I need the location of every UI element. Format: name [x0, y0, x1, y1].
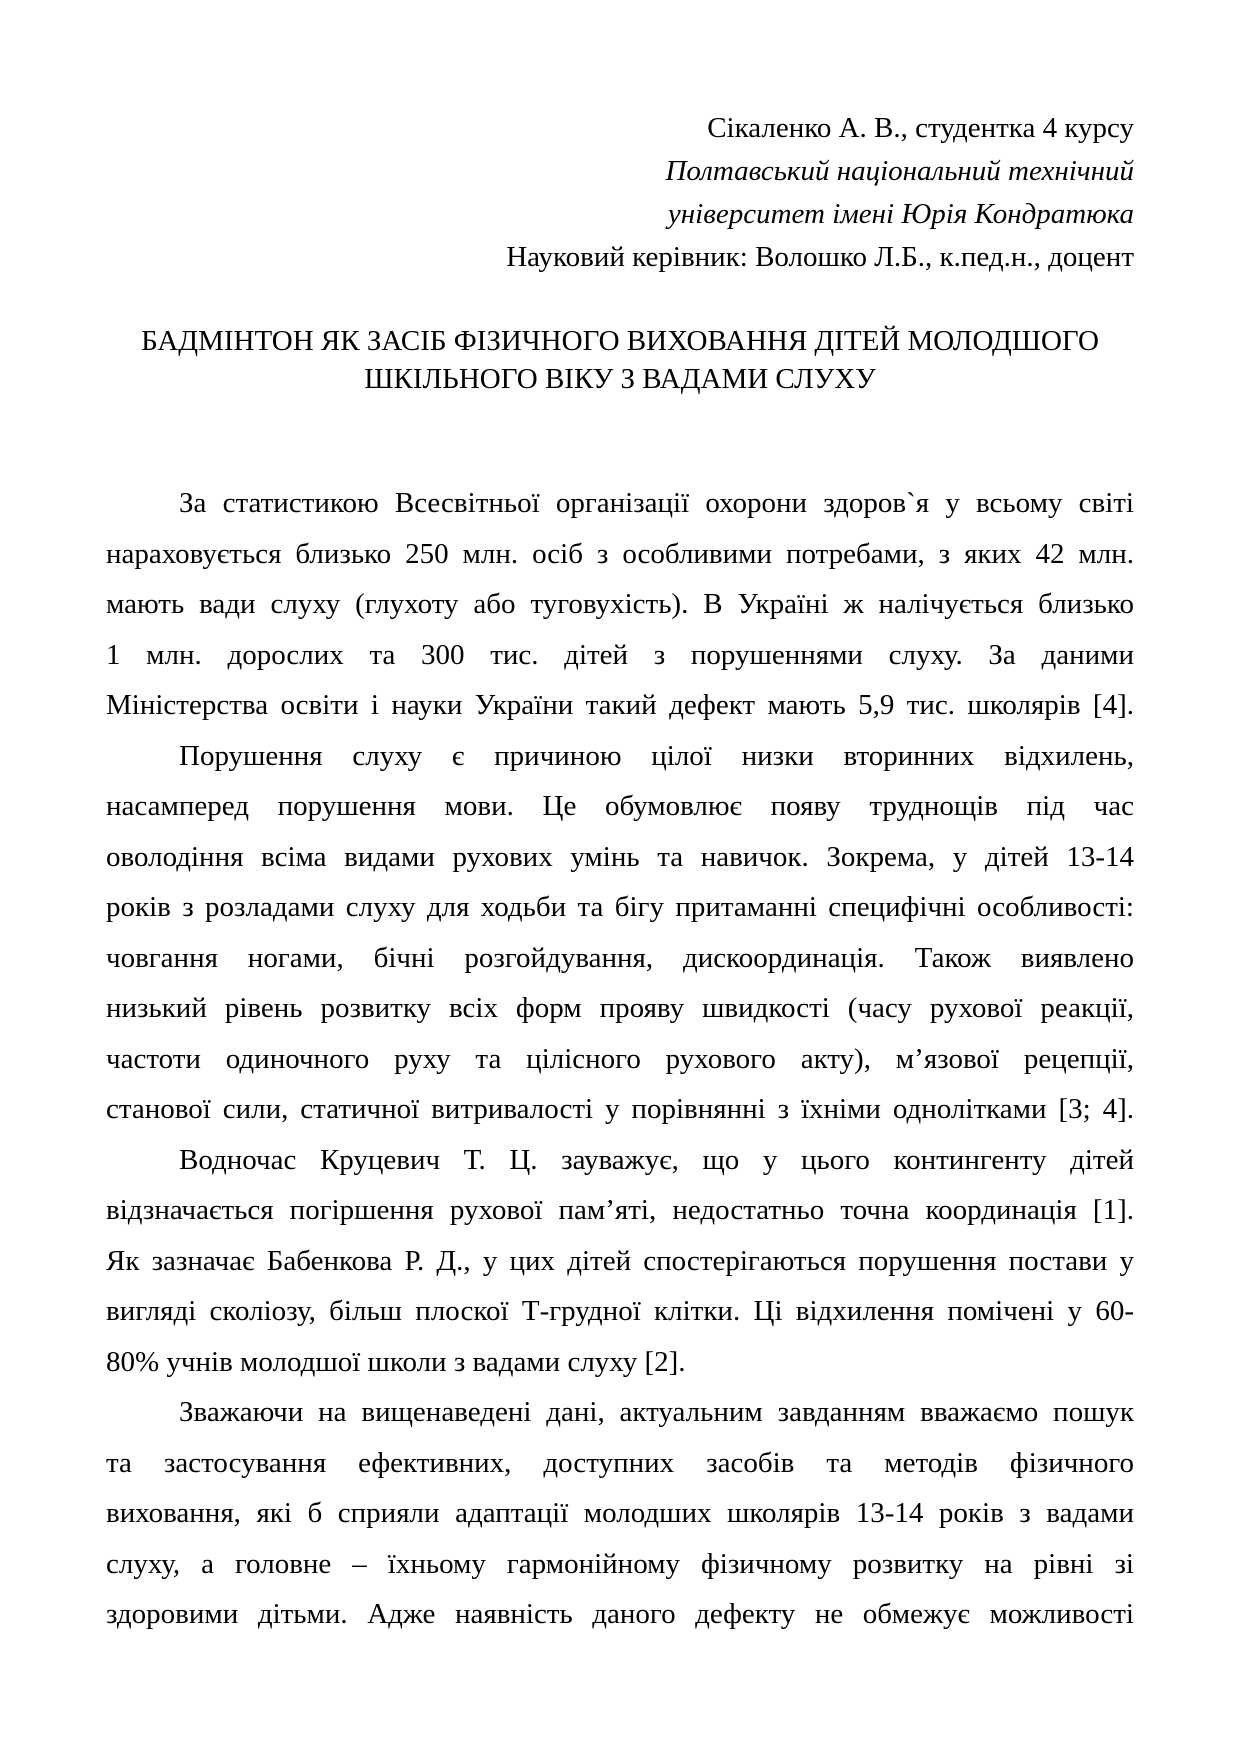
- body-line: років з розладами слуху для ходьби та бігу притаманні специфічні особливості:: [106, 891, 1134, 923]
- paper-title-line-1: БАДМІНТОН ЯК ЗАСІБ ФІЗИЧНОГО ВИХОВАННЯ ДІТЕЙ МОЛОДШОГО: [141, 325, 1099, 357]
- body-line: відзначається погіршення рухової пам’яті, недостатньо точна координація [1].: [106, 1194, 1134, 1226]
- affiliation-line-2: університет імені Юрія Кондратюка: [667, 198, 1134, 230]
- article-body: [106, 478, 1134, 1640]
- paragraph-4: [106, 1387, 1134, 1640]
- body-line: Міністерства освіти і науки України такий дефект мають 5,9 тис. школярів [4].: [106, 689, 1134, 721]
- paper-title: [106, 322, 1134, 398]
- paragraph-2: [106, 731, 1134, 1135]
- body-line: насамперед порушення мови. Це обумовлює появу труднощів під час: [106, 790, 1134, 822]
- body-line: Порушення слуху є причиною цілої низки вторинних відхилень,: [179, 739, 1134, 772]
- body-line: Зважаючи на вищенаведені дані, актуальним завданням вважаємо пошук: [179, 1396, 1134, 1428]
- body-line: частоти одиночного руху та цілісного рухового акту), м’язової рецепції,: [106, 1042, 1134, 1075]
- supervisor-line: Науковий керівник: Волошко Л.Б., к.пед.н., доцент: [506, 241, 1134, 273]
- author-block: [106, 0, 1134, 279]
- body-line: 80% учнів молодшої школи з вадами слуху [2].: [106, 1345, 686, 1378]
- body-line: нараховується близько 250 млн. осіб з особливими потребами, з яких 42 млн.: [106, 537, 1134, 570]
- body-line: оволодіння всіма видами рухових умінь та навичок. Зокрема, у дітей 13-14: [106, 840, 1134, 873]
- body-line: станової сили, статичної витривалості у порівнянні з їхніми однолітками [3; 4].: [106, 1093, 1134, 1125]
- body-line: човгання ногами, бічні розгойдування, дискоординація. Також виявлено: [106, 941, 1134, 974]
- body-line: Водночас Круцевич Т. Ц. зауважує, що у цього контингенту дітей: [179, 1143, 1134, 1176]
- body-line: За статистикою Всесвітньої організації охорони здоров`я у всьому світі: [179, 487, 1134, 519]
- paragraph-1: [106, 478, 1134, 731]
- body-line: Як зазначає Бабенкова Р. Д., у цих дітей спостерігаються порушення постави у: [106, 1244, 1134, 1277]
- author-line: Сікаленко А. В., студентка 4 курсу: [707, 112, 1134, 144]
- paper-title-line-2: ШКІЛЬНОГО ВІКУ З ВАДАМИ СЛУХУ: [364, 363, 876, 395]
- body-line: слуху, а головне – їхньому гармонійному фізичному розвитку на рівні зі: [106, 1547, 1134, 1580]
- body-line: вигляді сколіозу, більш плоскої Т-грудної клітки. Ці відхилення помічені у 60-: [106, 1295, 1134, 1327]
- affiliation-line-1: Полтавський національний технічний: [665, 155, 1134, 187]
- paragraph-3: [106, 1135, 1134, 1388]
- body-line: виховання, які б сприяли адаптації молодших школярів 13-14 років з вадами: [106, 1497, 1134, 1529]
- body-line: 1 млн. дорослих та 300 тис. дітей з порушеннями слуху. За даними: [106, 638, 1134, 671]
- body-line: мають вади слуху (глухоту або туговухість). В Україні ж налічується близько: [106, 588, 1134, 620]
- body-line: та застосування ефективних, доступних засобів та методів фізичного: [106, 1446, 1134, 1479]
- body-line: низький рівень розвитку всіх форм прояву швидкості (часу рухової реакції,: [106, 992, 1134, 1024]
- body-line: здоровими дітьми. Адже наявність даного дефекту не обмежує можливості: [106, 1598, 1134, 1630]
